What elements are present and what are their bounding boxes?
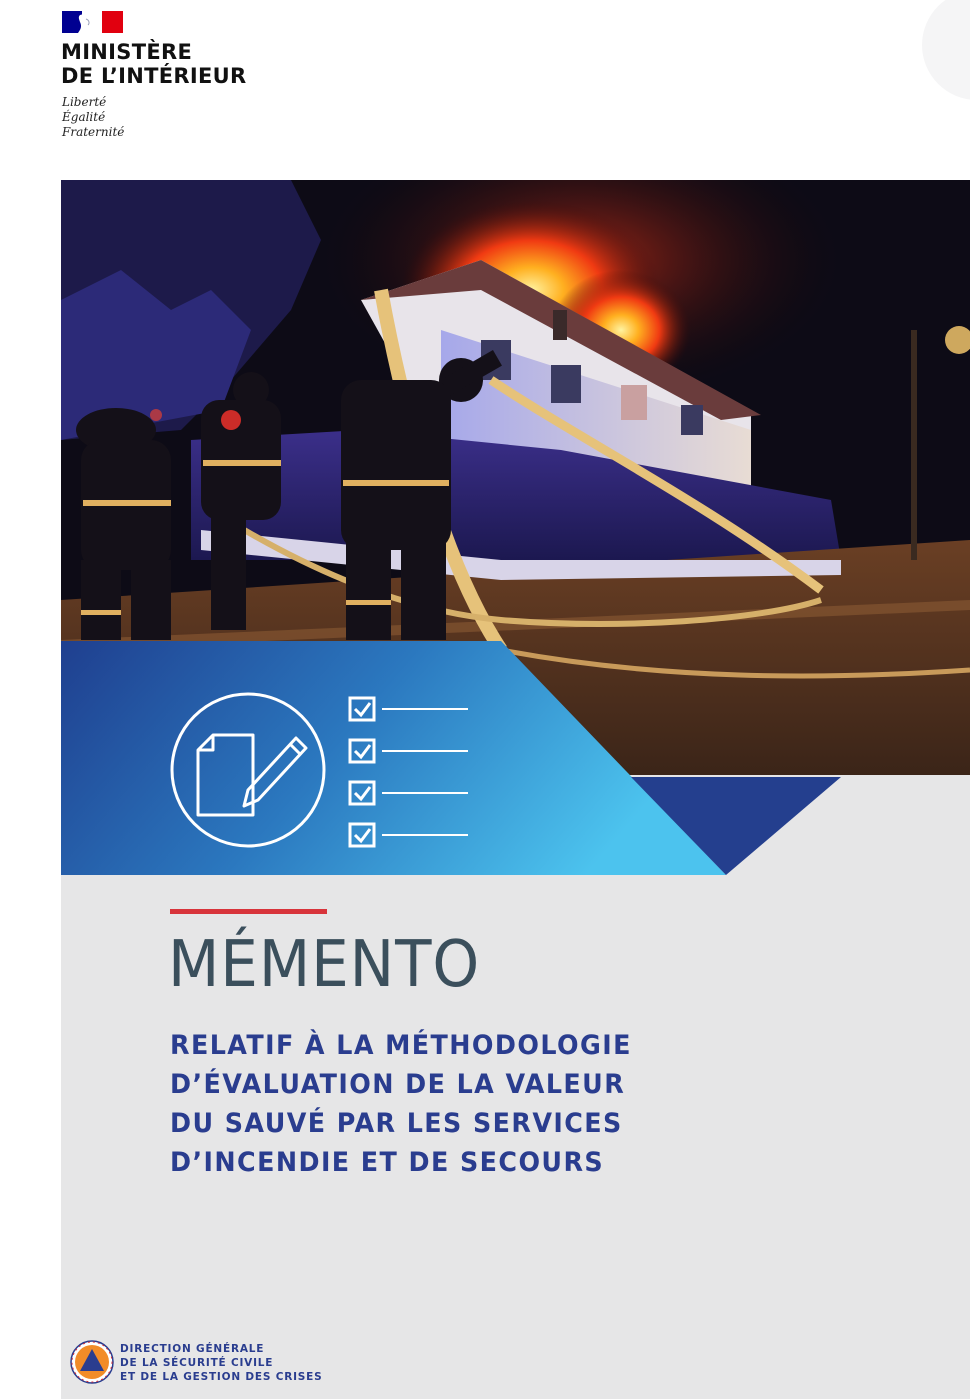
dgscgc-line-2: DE LA SÉCURITÉ CIVILE [120, 1357, 274, 1369]
subtitle-line-4: D’INCENDIE ET DE SECOURS [170, 1147, 605, 1178]
motto-fraternite: Fraternité [62, 125, 125, 139]
document-title: MÉMENTO [168, 928, 481, 1002]
civil-protection-emblem-icon [70, 1340, 114, 1384]
dgscgc-line-1: DIRECTION GÉNÉRALE [120, 1343, 265, 1355]
motto-egalite: Égalité [62, 110, 106, 124]
dgscgc-line-3: ET DE LA GESTION DES CRISES [120, 1371, 323, 1383]
subtitle-line-1: RELATIF À LA MÉTHODOLOGIE [170, 1030, 632, 1061]
title-accent-rule [170, 909, 327, 914]
subtitle-line-3: DU SAUVÉ PAR LES SERVICES [170, 1108, 623, 1139]
subtitle-line-2: D’ÉVALUATION DE LA VALEUR [170, 1069, 626, 1100]
ministry-name-line-1: MINISTÈRE [61, 40, 193, 64]
marianne-flag-icon [62, 11, 123, 33]
document-subtitle [170, 1026, 790, 1182]
republic-motto [62, 95, 124, 140]
ministry-name-line-2: DE L’INTÉRIEUR [61, 64, 247, 88]
dgscgc-name [120, 1342, 323, 1384]
corner-decoration [922, 0, 970, 100]
document-pen-checklist-icon [168, 690, 478, 850]
ministry-logo [61, 11, 261, 141]
motto-liberte: Liberté [62, 95, 107, 109]
